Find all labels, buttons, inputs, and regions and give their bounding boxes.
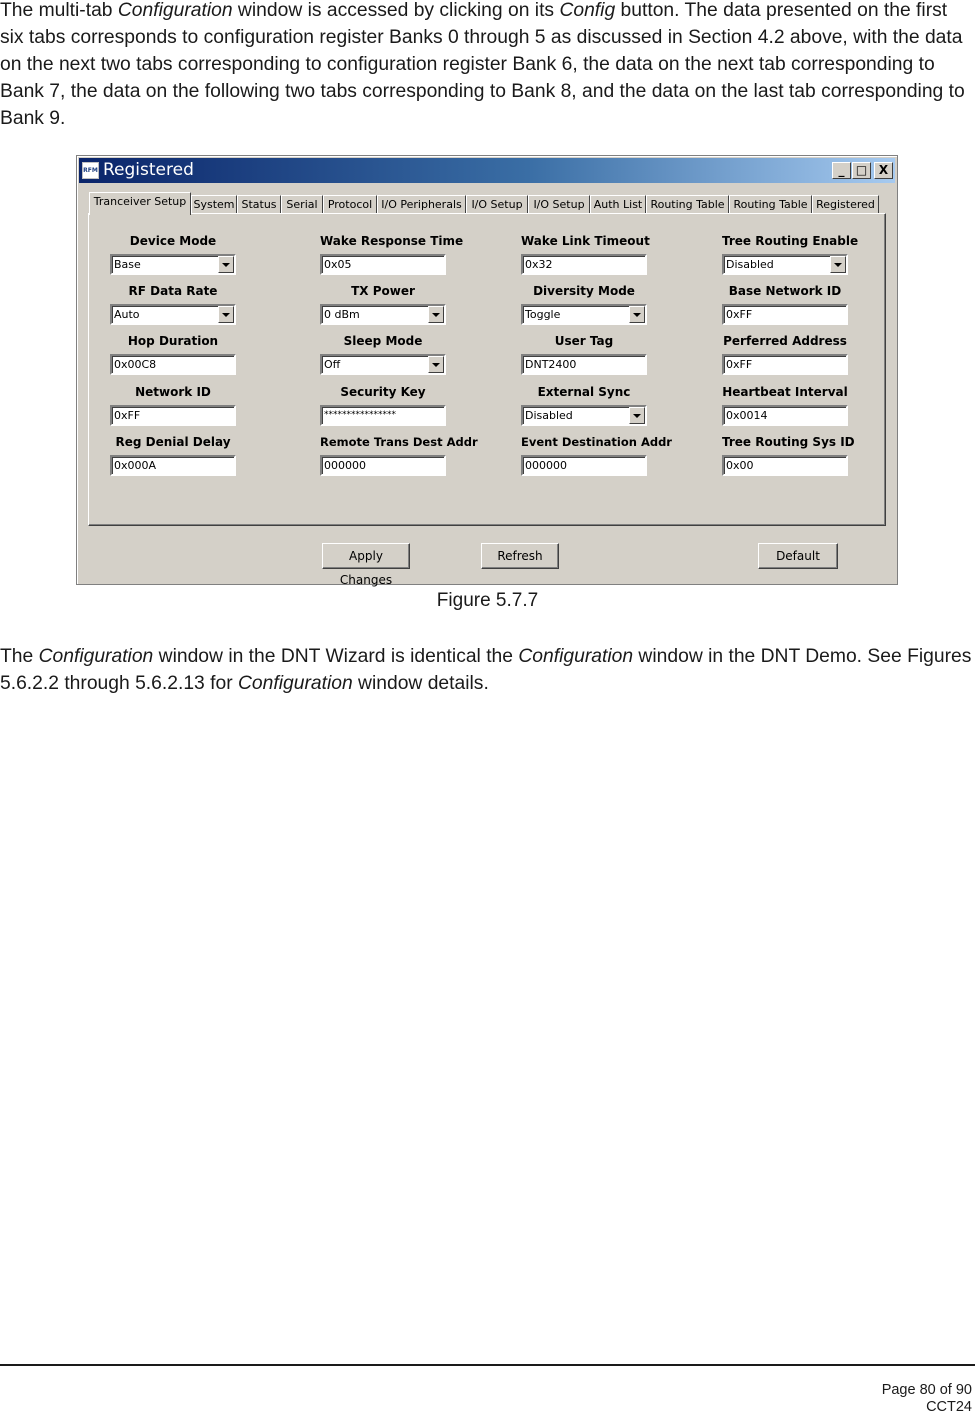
preferred-address-value: 0xFF bbox=[726, 358, 753, 371]
window-title-bar[interactable] bbox=[79, 158, 895, 183]
outro-text-1: The bbox=[0, 646, 39, 667]
tab-status[interactable]: Status bbox=[237, 195, 281, 214]
chevron-down-icon[interactable] bbox=[830, 256, 846, 273]
chevron-down-icon[interactable] bbox=[629, 306, 645, 323]
apply-changes-button[interactable]: Apply Changes bbox=[322, 543, 410, 569]
outro-term-1: Configuration bbox=[38, 646, 154, 667]
label-wake-link-timeout: Wake Link Timeout bbox=[521, 234, 650, 248]
label-tx-power: TX Power bbox=[351, 284, 415, 298]
tab-serial[interactable]: Serial bbox=[281, 195, 323, 214]
tab-auth-list[interactable]: Auth List bbox=[590, 195, 646, 214]
document-id: CCT24 bbox=[926, 1399, 972, 1415]
label-event-destination-addr: Event Destination Addr bbox=[521, 435, 672, 449]
outro-paragraph bbox=[0, 643, 972, 697]
outro-text-3: window in the DNT Demo. See Figures 5.6.2.2 through 5.6.2.13 for bbox=[0, 646, 972, 694]
tree-routing-sys-id-value: 0x00 bbox=[726, 459, 754, 472]
close-button[interactable]: X bbox=[874, 162, 893, 179]
tab-registered[interactable]: Registered bbox=[812, 195, 879, 214]
user-tag-value: DNT2400 bbox=[525, 358, 577, 371]
hop-duration-input[interactable] bbox=[110, 354, 236, 375]
label-device-mode: Device Mode bbox=[129, 234, 217, 248]
reg-denial-delay-input[interactable] bbox=[110, 455, 236, 476]
tab-routing-table-2[interactable]: Routing Table bbox=[729, 195, 812, 214]
preferred-address-input[interactable] bbox=[722, 354, 848, 375]
security-key-input[interactable] bbox=[320, 405, 446, 426]
outro-text-4: window details. bbox=[352, 673, 489, 694]
tab-io-setup-1[interactable]: I/O Setup bbox=[466, 195, 528, 214]
outro-text-2: window in the DNT Wizard is identical the bbox=[153, 646, 519, 667]
intro-term-configuration: Configuration bbox=[117, 0, 233, 21]
diversity-mode-value: Toggle bbox=[525, 308, 561, 321]
label-remote-trans-dest-addr: Remote Trans Dest Addr bbox=[320, 435, 478, 449]
wake-link-timeout-value: 0x32 bbox=[525, 258, 553, 271]
outro-term-3: Configuration bbox=[237, 673, 353, 694]
device-mode-select[interactable] bbox=[110, 254, 236, 275]
wake-link-timeout-input[interactable] bbox=[521, 254, 647, 275]
network-id-value: 0xFF bbox=[114, 409, 141, 422]
label-diversity-mode: Diversity Mode bbox=[533, 284, 635, 298]
base-network-id-value: 0xFF bbox=[726, 308, 753, 321]
label-security-key: Security Key bbox=[340, 385, 426, 399]
default-button[interactable]: Default bbox=[758, 543, 838, 569]
tab-routing-table-1[interactable]: Routing Table bbox=[646, 195, 729, 214]
chevron-down-icon[interactable] bbox=[218, 306, 234, 323]
tab-system[interactable]: System bbox=[191, 195, 237, 214]
label-user-tag: User Tag bbox=[554, 334, 614, 348]
hop-duration-value: 0x00C8 bbox=[114, 358, 157, 371]
label-base-network-id: Base Network ID bbox=[728, 284, 842, 298]
intro-text-2: window is accessed by clicking on its bbox=[232, 0, 560, 21]
event-destination-addr-input[interactable] bbox=[521, 455, 647, 476]
label-reg-denial-delay: Reg Denial Delay bbox=[115, 435, 231, 449]
label-preferred-address: Perferred Address bbox=[723, 334, 847, 348]
maximize-button[interactable]: □ bbox=[852, 162, 871, 179]
external-sync-select[interactable] bbox=[521, 405, 647, 426]
outro-term-2: Configuration bbox=[518, 646, 634, 667]
intro-term-config: Config bbox=[559, 0, 616, 21]
security-key-value: **************** bbox=[324, 410, 396, 420]
sleep-mode-select[interactable] bbox=[320, 354, 446, 375]
base-network-id-input[interactable] bbox=[722, 304, 848, 325]
window-title: Registered bbox=[103, 160, 194, 180]
minimize-button[interactable]: _ bbox=[832, 162, 851, 179]
chevron-down-icon[interactable] bbox=[428, 356, 444, 373]
tab-protocol[interactable]: Protocol bbox=[323, 195, 377, 214]
rf-data-rate-value: Auto bbox=[114, 308, 140, 321]
reg-denial-delay-value: 0x000A bbox=[114, 459, 157, 472]
remote-trans-dest-addr-input[interactable] bbox=[320, 455, 446, 476]
chevron-down-icon[interactable] bbox=[629, 407, 645, 424]
user-tag-input[interactable] bbox=[521, 354, 647, 375]
tab-tranceiver-setup[interactable]: Tranceiver Setup bbox=[89, 192, 191, 215]
intro-text-3: button. The data presented on the first six tabs corresponds to configuration register Banks 0 through 5 as discussed in Section 4.2 above, with the data on the next two tabs corresponding to configuration register Bank 6, the data on the next tab corresponding to Bank 7, the data on the following two tabs corresponding to Bank 8, and the data on the last tab corresponding to Bank 9. bbox=[0, 0, 965, 129]
label-external-sync: External Sync bbox=[537, 385, 631, 399]
diversity-mode-select[interactable] bbox=[521, 304, 647, 325]
label-heartbeat-interval: Heartbeat Interval bbox=[722, 385, 848, 399]
footer-divider bbox=[0, 1364, 975, 1366]
label-rf-data-rate: RF Data Rate bbox=[128, 284, 218, 298]
label-tree-routing-enable: Tree Routing Enable bbox=[722, 234, 859, 248]
device-mode-value: Base bbox=[114, 258, 141, 271]
heartbeat-interval-value: 0x0014 bbox=[726, 409, 768, 422]
remote-trans-dest-addr-value: 000000 bbox=[324, 459, 366, 472]
tab-io-peripherals[interactable]: I/O Peripherals bbox=[377, 195, 466, 214]
refresh-button[interactable]: Refresh bbox=[481, 543, 559, 569]
heartbeat-interval-input[interactable] bbox=[722, 405, 848, 426]
label-network-id: Network ID bbox=[135, 385, 211, 399]
chevron-down-icon[interactable] bbox=[428, 306, 444, 323]
intro-paragraph bbox=[0, 0, 972, 132]
label-sleep-mode: Sleep Mode bbox=[343, 334, 423, 348]
configuration-window bbox=[76, 155, 898, 585]
event-destination-addr-value: 000000 bbox=[525, 459, 567, 472]
sleep-mode-value: Off bbox=[324, 358, 341, 371]
tree-routing-sys-id-input[interactable] bbox=[722, 455, 848, 476]
label-wake-response-time: Wake Response Time bbox=[320, 234, 464, 248]
tx-power-select[interactable] bbox=[320, 304, 446, 325]
external-sync-value: Disabled bbox=[525, 409, 573, 422]
label-hop-duration: Hop Duration bbox=[127, 334, 219, 348]
figure-caption: Figure 5.7.7 bbox=[436, 590, 539, 611]
app-icon: RFM bbox=[82, 162, 99, 179]
wake-response-time-input[interactable] bbox=[320, 254, 446, 275]
tree-routing-enable-select[interactable] bbox=[722, 254, 848, 275]
tab-io-setup-2[interactable]: I/O Setup bbox=[528, 195, 590, 214]
wake-response-time-value: 0x05 bbox=[324, 258, 352, 271]
tree-routing-enable-value: Disabled bbox=[726, 258, 774, 271]
network-id-input[interactable] bbox=[110, 405, 236, 426]
chevron-down-icon[interactable] bbox=[218, 256, 234, 273]
tx-power-value: 0 dBm bbox=[324, 308, 360, 321]
rf-data-rate-select[interactable] bbox=[110, 304, 236, 325]
page-number: Page 80 of 90 bbox=[881, 1382, 972, 1398]
tab-panel bbox=[88, 213, 886, 526]
label-tree-routing-sys-id: Tree Routing Sys ID bbox=[722, 435, 855, 449]
intro-text-1: The multi-tab bbox=[0, 0, 118, 21]
